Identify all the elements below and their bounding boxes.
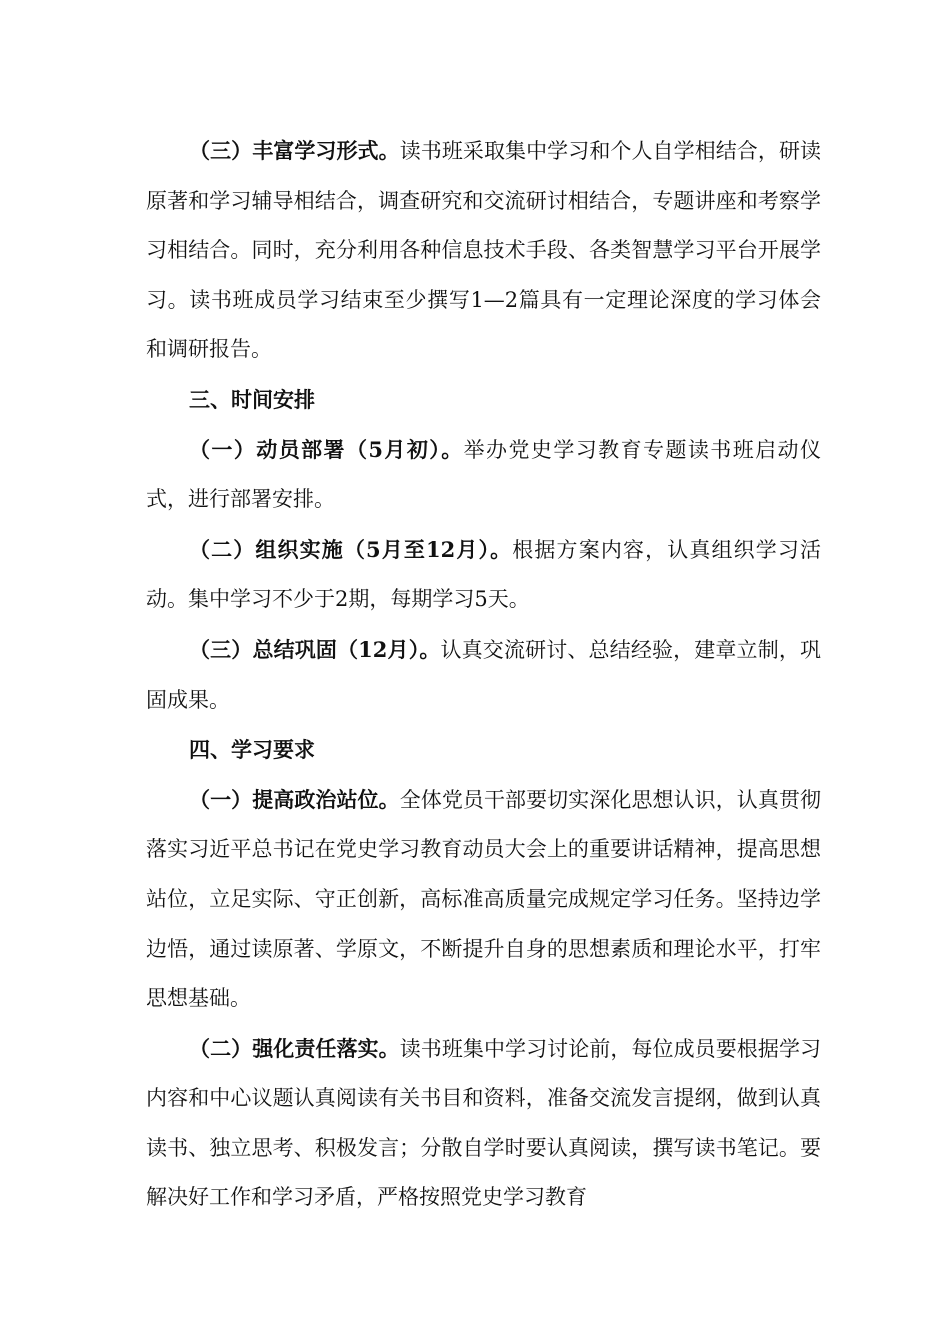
paragraph-political-stance [146, 775, 821, 1024]
paragraph-text: 全体党员干部要切实深化思想认识，认真贯彻落实习近平总书记在党史学习教育动员大会上的重要讲话精神，提高思想站位，立足实际、守正创新，高标准高质量完成规定学习任务。坚持边学边悟，通过读原著、学原文，不断提升自身的思想素质和理论水平，打牢思想基础。 [146, 787, 822, 1011]
paragraph-mobilization [146, 425, 821, 525]
paragraph-text: 读书班采取集中学习和个人自学相结合，研读原著和学习辅导相结合，调查研究和交流研讨相结合，专题讲座和考察学习相结合。同时，充分利用各种信息技术手段、各类智慧学习平台开展学习。读书班成员学习结束至少撰写1—2篇具有一定理论深度的学习体会和调研报告。 [146, 139, 822, 362]
paragraph-lead: （一）提高政治站位。 [189, 786, 400, 812]
paragraph-implementation [146, 525, 821, 625]
paragraph-lead: （二）强化责任落实。 [189, 1035, 400, 1061]
section-heading-requirements: 四、学习要求 [189, 737, 315, 763]
paragraph-text: 读书班集中学习讨论前，每位成员要根据学习内容和中心议题认真阅读有关书目和资料，准备交流发言提纲，做到认真读书、独立思考、积极发言；分散自学时要认真阅读，撰写读书笔记。要解决好工作和学习矛盾，严格按照党史学习教育 [146, 1036, 822, 1210]
paragraph-summary [146, 625, 821, 725]
paragraph-text: 根据方案内容，认真组织学习活动。集中学习不少于2期，每期学习5天。 [146, 537, 821, 612]
paragraph-lead: （一）动员部署（5月初）。 [189, 436, 464, 462]
paragraph-text: 认真交流研讨、总结经验，建章立制，巩固成果。 [146, 637, 821, 712]
paragraph-lead: （三）总结巩固（12月）。 [189, 636, 441, 662]
paragraph-lead: （三）丰富学习形式。 [189, 138, 400, 163]
paragraph-lead: （二）组织实施（5月至12月）。 [189, 536, 513, 562]
paragraph-responsibility [146, 1024, 821, 1223]
document-page [146, 126, 821, 1223]
paragraph-enrich-learning-forms [146, 126, 821, 375]
paragraph-text: 举办党史学习教育专题读书班启动仪式，进行部署安排。 [146, 437, 821, 512]
section-heading-schedule: 三、时间安排 [189, 386, 315, 412]
